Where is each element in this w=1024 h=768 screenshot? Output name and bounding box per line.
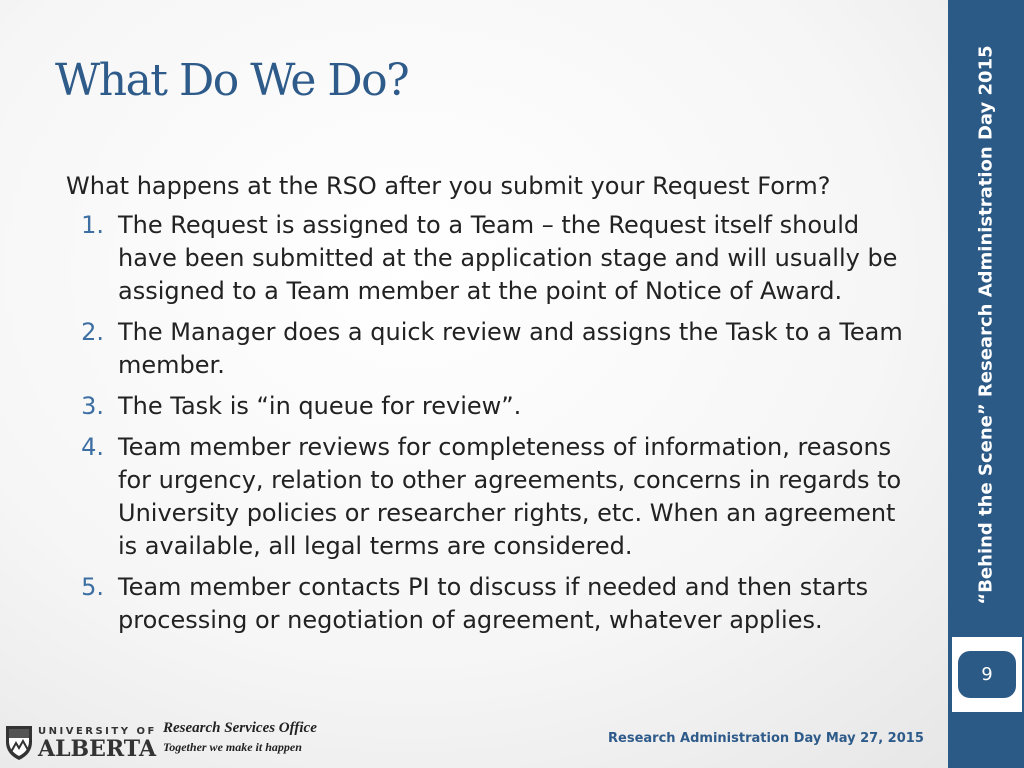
step-text: Team member contacts PI to discuss if needed and then starts processing or negotiation of agreement, whatever applies.	[118, 573, 869, 634]
list-item	[66, 209, 916, 308]
step-number: 1.	[81, 211, 104, 239]
step-number: 4.	[81, 433, 104, 461]
list-item	[66, 571, 916, 637]
step-number: 5.	[81, 573, 104, 601]
step-text: The Request is assigned to a Team – the Request itself should have been submitted at the application stage and will usually be assigned to a Team member at the point of Notice of Award.	[118, 211, 898, 305]
intro-text: What happens at the RSO after you submit your Request Form?	[66, 172, 831, 200]
list-item	[66, 316, 916, 382]
step-text: The Task is “in queue for review”.	[118, 392, 522, 420]
side-caption: “Behind the Scene” Research Administration Day 2015	[975, 45, 997, 605]
slide-title: What Do We Do?	[55, 55, 409, 106]
step-number: 3.	[81, 392, 104, 420]
university-logo	[4, 722, 157, 766]
crest-icon	[4, 722, 34, 762]
step-text: Team member reviews for completeness of information, reasons for urgency, relation to other agreements, concerns in regards to University policies or researcher rights, etc. When an agreement is available, all legal terms are considered.	[118, 433, 902, 560]
list-item	[66, 431, 916, 563]
list-item	[66, 390, 916, 423]
page-number-badge	[952, 637, 1022, 712]
office-block	[163, 720, 317, 755]
step-text: The Manager does a quick review and assigns the Task to a Team member.	[118, 318, 903, 379]
footer-event: Research Administration Day May 27, 2015	[608, 731, 924, 746]
slide-content	[66, 170, 916, 645]
office-name: Research Services Office	[163, 720, 317, 736]
step-number: 2.	[81, 318, 104, 346]
logo-university-of: UNIVERSITY OF	[38, 726, 157, 737]
steps-list	[66, 209, 916, 637]
office-tagline: Together we make it happen	[163, 740, 302, 754]
logo-alberta: ALBERTA	[38, 736, 157, 762]
page-number: 9	[958, 651, 1016, 698]
